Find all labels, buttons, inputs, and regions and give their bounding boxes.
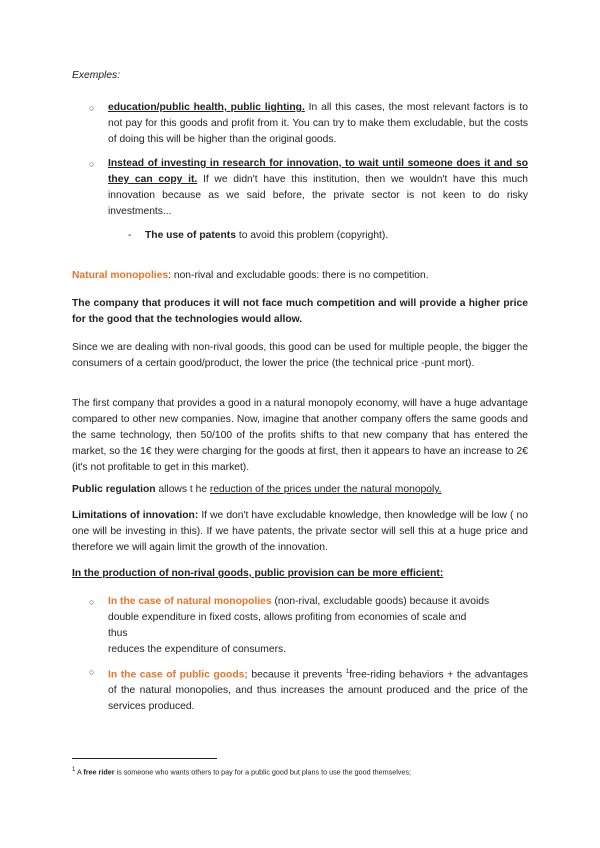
case2-text: free-riding behaviors + the advantages of the natural monopolies, and thus increases the amount produced and the price of the services produced.: [108, 669, 528, 713]
footnote-number: 1: [72, 767, 76, 773]
regulation-bold: Public regulation: [72, 484, 156, 495]
case1-line1: (non-rival, excludable goods) because it avoids: [271, 596, 490, 607]
case-natural-monopolies-label: In the case of natural monopolies: [108, 596, 272, 607]
patents-text: to avoid this problem (copyright).: [235, 230, 389, 241]
footnote: [72, 765, 411, 777]
footnote-ref[interactable]: 1: [345, 669, 350, 675]
case1-line3: thus: [108, 628, 128, 639]
natural-monopolies-text: : non-rival and excludable goods: there is no competition.: [168, 270, 429, 281]
exemples-label: Exemples:: [72, 70, 121, 81]
patents-bold: The use of patents: [145, 230, 236, 241]
footnote-divider: [72, 758, 217, 759]
regulation-underline: reduction of the prices under the natural monopoly.: [209, 484, 442, 495]
dash-icon: -: [128, 230, 132, 241]
case-public-goods: [108, 664, 528, 715]
example-2-bold: Instead of investing in research for innovation, to wait until someone does it and so they can copy it.: [108, 158, 528, 185]
case-natural-monopolies: [108, 594, 528, 658]
case-public-goods-label: In the case of public goods;: [108, 669, 248, 681]
limitations-bold: Limitations of innovation:: [72, 510, 199, 521]
footnote-bold: free rider: [83, 767, 115, 777]
natural-monopolies-label: Natural monopolies: [72, 270, 169, 281]
limitations-paragraph: [72, 508, 528, 556]
natural-monopolies-line: [72, 268, 528, 284]
example-1-text: In all this cases, the most relevant factors is to not pay for this goods and profit from it. You can try to make them excludable, but the costs of doing this will be higher than the original goods.: [108, 102, 529, 145]
case2-pre: because it prevents: [247, 669, 346, 681]
bullet-icon: ○: [89, 597, 95, 607]
limitations-text: If we don't have excludable knowledge, then knowledge will be low ( no one will be investing in this). If we have patents, the private sector will sell this at a huge price and therefore we will again limit the growth of the innovation.: [72, 510, 528, 553]
regulation-mid: allows t he: [155, 484, 210, 495]
example-1-bold: education/public health, public lighting.: [108, 102, 305, 113]
bullet-icon: ○: [89, 159, 95, 169]
patents-item: [145, 228, 525, 244]
bullet-icon: ○: [89, 667, 95, 677]
since-paragraph: Since we are dealing with non-rival goods, this good can be used for multiple people, the bigger the consumers of a certain good/product, the lower the price (the technical price -punt mort).: [72, 342, 528, 369]
example-1: [108, 100, 528, 148]
company-paragraph: The company that produces it will not face much competition and will provide a higher price for the good that the technologies would allow.: [72, 298, 528, 325]
footnote-pre: A: [75, 767, 84, 777]
production-heading: In the production of non-rival goods, public provision can be more efficient:: [72, 568, 444, 579]
example-2: [108, 156, 528, 220]
bullet-icon: ○: [89, 103, 95, 113]
footnote-text: is someone who wants others to pay for a public good but plans to use the good themselves;: [114, 767, 411, 777]
first-company-paragraph: The first company that provides a good in a natural monopoly economy, will have a huge advantage compared to other new companies. Now, imagine that another company offers the same goods and the same technology, then 50/100 of the profits shifts to that new company that has entered the market, so the 1€ they were charging for the goods at first, then it appears to have an increase to 2€ (it's not profitable to get in this market).: [72, 398, 528, 473]
case1-line4: reduces the expenditure of consumers.: [108, 644, 287, 655]
regulation-paragraph: [72, 482, 528, 498]
case1-line2: double expenditure in fixed costs, allows profiting from economies of scale and: [108, 612, 467, 623]
example-2-text: If we didn't have this institution, then we wouldn't have this much innovation because as we said before, the private sector is not keen to do risky investments...: [108, 174, 528, 217]
